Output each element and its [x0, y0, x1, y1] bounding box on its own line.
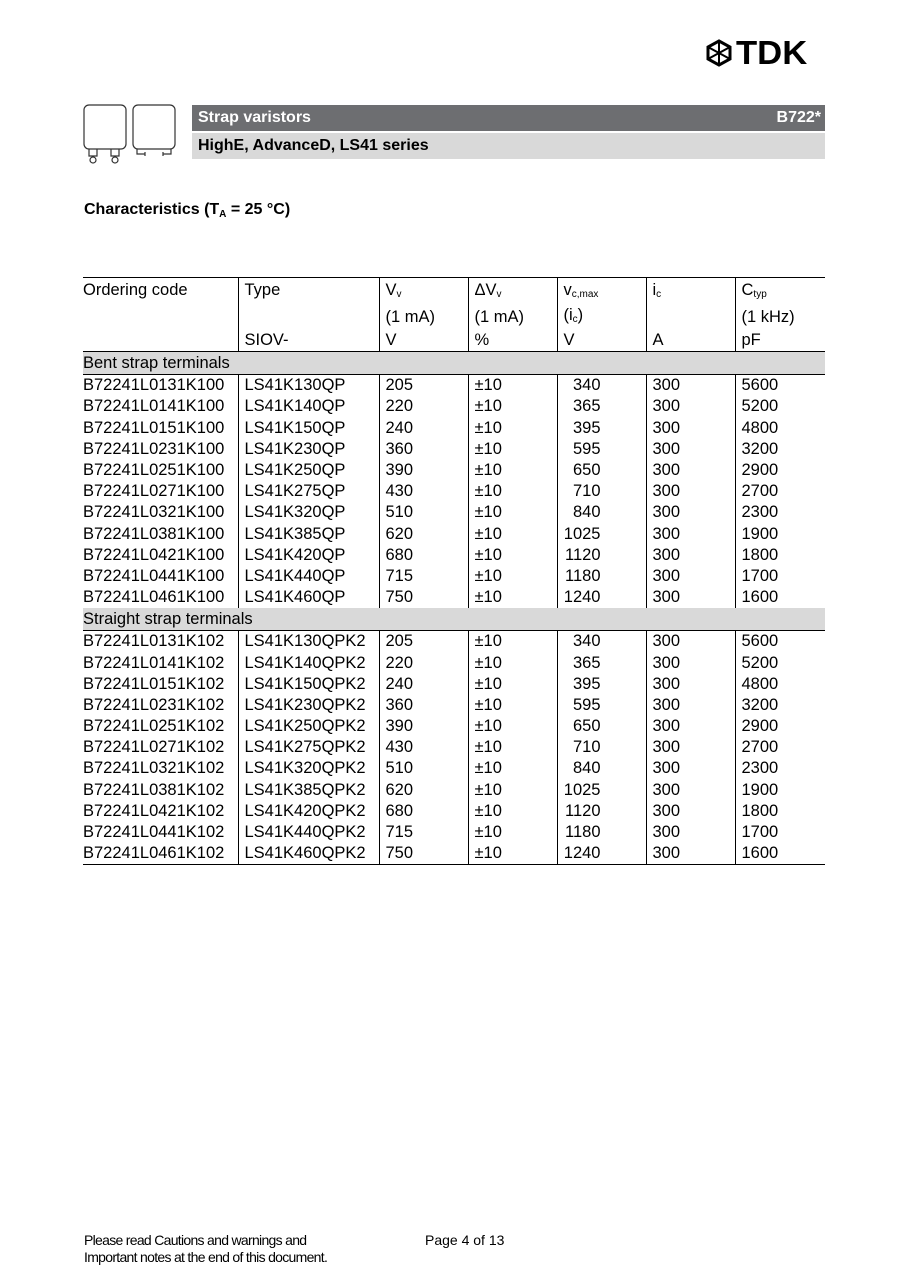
- table-cell: 300: [646, 822, 735, 843]
- table-cell: 1240: [557, 843, 646, 865]
- table-cell: 1800: [735, 545, 825, 566]
- table-cell: B72241L0421K102: [83, 801, 225, 820]
- table-cell: LS41K150QP: [238, 418, 379, 439]
- table-cell: ±10: [468, 695, 557, 716]
- table-row: [83, 587, 825, 608]
- section-title: Bent strap terminals: [83, 352, 825, 375]
- table-cell: 3200: [735, 695, 825, 716]
- table-cell: ±10: [468, 822, 557, 843]
- table-cell: 300: [646, 758, 735, 779]
- table-cell: 1025: [557, 524, 646, 545]
- table-cell: 300: [646, 780, 735, 801]
- table-cell: 715: [379, 822, 468, 843]
- table-cell: 390: [379, 716, 468, 737]
- tdk-logo-text: TDK: [736, 34, 808, 71]
- table-cell: 510: [379, 758, 468, 779]
- table-cell: LS41K320QPK2: [238, 758, 379, 779]
- table-cell: 300: [646, 439, 735, 460]
- table-cell: ±10: [468, 801, 557, 822]
- table-row: [83, 502, 825, 523]
- table-cell: 300: [646, 545, 735, 566]
- table-cell: 650: [557, 460, 646, 481]
- table-cell: ±10: [468, 460, 557, 481]
- col-unit: V: [557, 330, 646, 352]
- table-row: [83, 439, 825, 460]
- table-cell: 300: [646, 481, 735, 502]
- table-cell: ±10: [468, 587, 557, 608]
- header-row-units: [83, 330, 825, 352]
- table-row: [83, 737, 825, 758]
- col-unit: pF: [735, 330, 825, 352]
- subheader-banner: [192, 133, 825, 159]
- table-cell: LS41K460QPK2: [238, 843, 379, 865]
- table-cell: 650: [557, 716, 646, 737]
- table-cell: 300: [646, 695, 735, 716]
- col-header-condition: $(i_c)$: [557, 305, 646, 330]
- table-cell: 220: [379, 396, 468, 417]
- table-cell: 840: [557, 502, 646, 523]
- col-header: $i_c$: [646, 278, 735, 306]
- table-cell: ±10: [468, 439, 557, 460]
- table-cell: 715: [379, 566, 468, 587]
- table-cell: 620: [379, 780, 468, 801]
- table-cell: 840: [557, 758, 646, 779]
- table-cell: ±10: [468, 418, 557, 439]
- table-cell: ±10: [468, 566, 557, 587]
- table-cell: 4800: [735, 674, 825, 695]
- table-cell: LS41K250QP: [238, 460, 379, 481]
- table-cell: B72241L0321K100: [83, 503, 225, 522]
- table-cell: 750: [379, 587, 468, 608]
- table-row: [83, 566, 825, 587]
- table-cell: B72241L0131K102: [83, 632, 225, 651]
- table-cell: B72241L0441K100: [83, 566, 225, 585]
- table-cell: 1700: [735, 566, 825, 587]
- table-cell: 2300: [735, 758, 825, 779]
- table-cell: B72241L0231K100: [83, 439, 225, 458]
- table-cell: LS41K140QPK2: [238, 652, 379, 673]
- table-cell: B72241L0141K100: [83, 397, 225, 416]
- tdk-logo-icon: [704, 38, 734, 68]
- table-row: [83, 695, 825, 716]
- table-cell: LS41K275QPK2: [238, 737, 379, 758]
- table-cell: 430: [379, 737, 468, 758]
- table-row: [83, 652, 825, 673]
- product-title: Strap varistors: [198, 109, 311, 126]
- table-cell: 1700: [735, 822, 825, 843]
- table-cell: ±10: [468, 502, 557, 523]
- product-code: B722*: [776, 109, 821, 126]
- table-cell: 2900: [735, 460, 825, 481]
- table-cell: ±10: [468, 545, 557, 566]
- table-cell: 1240: [557, 587, 646, 608]
- table-cell: ±10: [468, 716, 557, 737]
- col-unit: %: [468, 330, 557, 352]
- col-unit: V: [379, 330, 468, 352]
- table-cell: 300: [646, 801, 735, 822]
- table-cell: LS41K230QP: [238, 439, 379, 460]
- table-cell: 300: [646, 674, 735, 695]
- table-cell: 5200: [735, 652, 825, 673]
- table-cell: ±10: [468, 780, 557, 801]
- table-cell: 5600: [735, 631, 825, 653]
- table-cell: 1900: [735, 524, 825, 545]
- table-cell: B72241L0461K100: [83, 588, 225, 607]
- col-header: $v_{c,max}$: [557, 278, 646, 306]
- table-cell: 5200: [735, 396, 825, 417]
- table-row: [83, 801, 825, 822]
- table-cell: 300: [646, 502, 735, 523]
- table-cell: LS41K150QPK2: [238, 674, 379, 695]
- table-cell: 240: [379, 418, 468, 439]
- table-cell: B72241L0271K100: [83, 482, 225, 501]
- table-cell: LS41K230QPK2: [238, 695, 379, 716]
- table-cell: B72241L0271K102: [83, 738, 225, 757]
- table-cell: 430: [379, 481, 468, 502]
- table-cell: LS41K420QP: [238, 545, 379, 566]
- col-header-condition: (1 kHz): [735, 305, 825, 330]
- table-cell: B72241L0141K102: [83, 653, 225, 672]
- table-cell: LS41K440QPK2: [238, 822, 379, 843]
- footer-note: Please read Cautions and warnings and Important notes at the end of this document.: [84, 1232, 328, 1265]
- table-cell: B72241L0251K100: [83, 461, 225, 480]
- table-row: [83, 375, 825, 397]
- table-row: [83, 822, 825, 843]
- table-cell: 2900: [735, 716, 825, 737]
- table-cell: 300: [646, 843, 735, 865]
- table-cell: 360: [379, 695, 468, 716]
- table-cell: LS41K130QPK2: [238, 631, 379, 653]
- header-banner: [192, 105, 825, 131]
- section-row: [83, 608, 825, 631]
- table-cell: 1900: [735, 780, 825, 801]
- table-cell: B72241L0441K102: [83, 823, 225, 842]
- section-row: [83, 352, 825, 375]
- table-cell: 300: [646, 460, 735, 481]
- table-cell: 680: [379, 545, 468, 566]
- table-cell: 1800: [735, 801, 825, 822]
- table-cell: ±10: [468, 758, 557, 779]
- header-row-2: [83, 305, 825, 330]
- table-cell: 510: [379, 502, 468, 523]
- col-header-condition: (1 mA): [468, 305, 557, 330]
- table-cell: ±10: [468, 375, 557, 397]
- table-cell: 750: [379, 843, 468, 865]
- table-cell: 395: [557, 418, 646, 439]
- table-cell: 300: [646, 652, 735, 673]
- product-thumbnail-icon: [83, 104, 177, 166]
- table-cell: 365: [557, 396, 646, 417]
- table-cell: 205: [379, 375, 468, 397]
- table-cell: 2700: [735, 481, 825, 502]
- table-cell: LS41K440QP: [238, 566, 379, 587]
- table-cell: 3200: [735, 439, 825, 460]
- table-row: [83, 716, 825, 737]
- header-row-1: [83, 278, 825, 306]
- table-row: [83, 674, 825, 695]
- table-cell: 595: [557, 439, 646, 460]
- col-header: $C_{typ}$: [735, 278, 825, 306]
- table-cell: B72241L0231K102: [83, 695, 225, 714]
- table-cell: 5600: [735, 375, 825, 397]
- table-row: [83, 524, 825, 545]
- table-cell: 300: [646, 524, 735, 545]
- table-cell: LS41K320QP: [238, 502, 379, 523]
- table-cell: 710: [557, 481, 646, 502]
- table-cell: 365: [557, 652, 646, 673]
- table-cell: 1180: [557, 822, 646, 843]
- table-cell: 390: [379, 460, 468, 481]
- table-cell: 300: [646, 631, 735, 653]
- table-cell: ±10: [468, 674, 557, 695]
- table-cell: 300: [646, 418, 735, 439]
- table-row: [83, 631, 825, 653]
- table-cell: LS41K420QPK2: [238, 801, 379, 822]
- table-cell: B72241L0381K100: [83, 524, 225, 543]
- table-cell: LS41K250QPK2: [238, 716, 379, 737]
- table-row: [83, 780, 825, 801]
- section-heading: Characteristics ($T_A = 25$ °C): [84, 201, 291, 220]
- table-cell: B72241L0321K102: [83, 759, 225, 778]
- table-cell: ±10: [468, 481, 557, 502]
- table-cell: 300: [646, 375, 735, 397]
- table-row: [83, 418, 825, 439]
- col-header: Type: [238, 278, 379, 306]
- table-cell: 710: [557, 737, 646, 758]
- table-cell: 4800: [735, 418, 825, 439]
- section-title: Straight strap terminals: [83, 608, 825, 631]
- table-cell: 1600: [735, 587, 825, 608]
- table-cell: B72241L0381K102: [83, 780, 225, 799]
- table-cell: LS41K385QP: [238, 524, 379, 545]
- tdk-logo: [704, 34, 808, 71]
- table-body: [83, 352, 825, 865]
- col-unit: SIOV-: [238, 330, 379, 352]
- table-cell: ±10: [468, 737, 557, 758]
- table-cell: 395: [557, 674, 646, 695]
- table-cell: 680: [379, 801, 468, 822]
- table-cell: LS41K385QPK2: [238, 780, 379, 801]
- col-unit: A: [646, 330, 735, 352]
- table-cell: 340: [557, 631, 646, 653]
- table-cell: 340: [557, 375, 646, 397]
- table-cell: 1180: [557, 566, 646, 587]
- series-title: HighE, AdvanceD, LS41 series: [198, 137, 429, 154]
- table-cell: LS41K130QP: [238, 375, 379, 397]
- table-cell: 300: [646, 587, 735, 608]
- table-row: [83, 481, 825, 502]
- table-cell: B72241L0151K102: [83, 674, 225, 693]
- table-cell: B72241L0421K100: [83, 545, 225, 564]
- table-row: [83, 545, 825, 566]
- table-cell: ±10: [468, 396, 557, 417]
- table-row: [83, 460, 825, 481]
- table-cell: ±10: [468, 524, 557, 545]
- table-cell: B72241L0251K102: [83, 717, 225, 736]
- col-header: $\Delta V_v$: [468, 278, 557, 306]
- table-cell: 220: [379, 652, 468, 673]
- table-cell: LS41K140QP: [238, 396, 379, 417]
- table-row: [83, 843, 825, 865]
- table-cell: 1120: [557, 801, 646, 822]
- table-cell: 2700: [735, 737, 825, 758]
- col-header: $V_v$: [379, 278, 468, 306]
- table-cell: 300: [646, 737, 735, 758]
- table-cell: 1120: [557, 545, 646, 566]
- table-row: [83, 396, 825, 417]
- table-row: [83, 758, 825, 779]
- table-cell: 360: [379, 439, 468, 460]
- table-cell: 300: [646, 566, 735, 587]
- table-cell: B72241L0151K100: [83, 418, 225, 437]
- table-cell: 300: [646, 716, 735, 737]
- table-cell: 620: [379, 524, 468, 545]
- table-cell: 595: [557, 695, 646, 716]
- table-cell: 300: [646, 396, 735, 417]
- table-cell: B72241L0131K100: [83, 376, 225, 395]
- col-header: Ordering code: [83, 278, 238, 306]
- col-header-condition: (1 mA): [379, 305, 468, 330]
- table-cell: 1025: [557, 780, 646, 801]
- table-cell: ±10: [468, 843, 557, 865]
- table-cell: ±10: [468, 631, 557, 653]
- characteristics-table: [83, 277, 825, 865]
- table-cell: 1600: [735, 843, 825, 865]
- table-cell: 205: [379, 631, 468, 653]
- table-cell: LS41K460QP: [238, 587, 379, 608]
- table-cell: B72241L0461K102: [83, 843, 238, 865]
- table-cell: LS41K275QP: [238, 481, 379, 502]
- table-cell: 2300: [735, 502, 825, 523]
- table-cell: ±10: [468, 652, 557, 673]
- page-number: Page 4 of 13: [425, 1232, 505, 1248]
- table-cell: 240: [379, 674, 468, 695]
